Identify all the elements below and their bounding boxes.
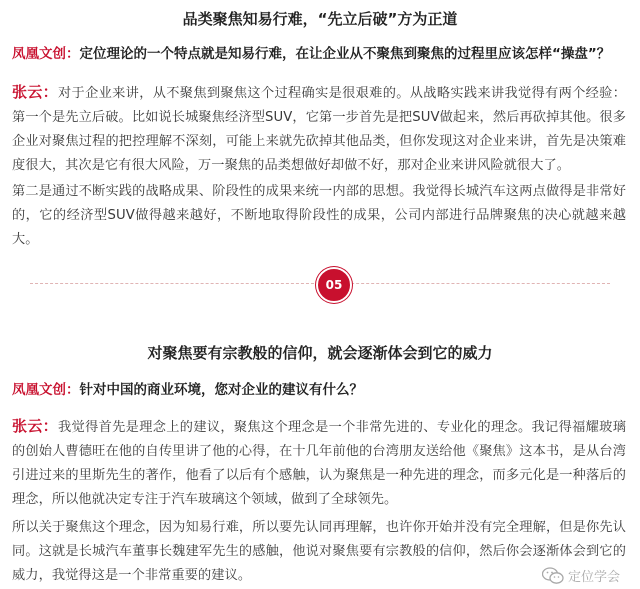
watermark [542, 566, 620, 585]
section-number-badge [318, 269, 350, 301]
section2-title: 对聚焦要有宗教般的信仰，就会逐渐体会到它的威力 [147, 344, 493, 362]
question-speaker: 凤凰文创： [12, 46, 80, 62]
answer-text: 对于企业来讲，从不聚焦到聚焦这个过程确实是很艰难的。从战略实践来讲我觉得有两个经验：第一个是先立后破。比如说长城聚焦经济型SUV，它第一步首先是把SUV做起来，然后再砍掉其他。很多企业对聚焦过程的把控理解不深刻，可能上来就先砍掉其他品类，但你发现这对企业来讲，首先是决策难度很大，其次是它有很大风险，万一聚焦的品类想做好却做不好，那对企业来讲风险就很大了。 [12, 86, 626, 173]
section1-answer-para2: 第二是通过不断实践的战略成果、阶段性的成果来统一内部的思想。我觉得长城汽车这两点做得是非常好的，它的经济型SUV做得越来越好，不断地取得阶段性的成果，公司内部进行品牌聚焦的决心就越来越大。 [12, 184, 626, 247]
question-text: 定位理论的一个特点就是知易行难，在让企业从不聚焦到聚焦的过程里应该怎样“操盘”？ [79, 46, 611, 62]
badge-number: 05 [318, 269, 350, 301]
section2-answer-para2: 所以关于聚焦这个理念，因为知易行难，所以要先认同再理解，也许你开始并没有完全理解，但是你先认同。这就是长城汽车董事长魏建军先生的感触，他说对聚焦要有宗教般的信仰，然后你会逐渐体会到它的威力，我觉得这是一个非常重要的建议。 [12, 520, 626, 583]
section1-question [12, 42, 626, 66]
section2-question [12, 378, 626, 402]
question-speaker: 凤凰文创： [12, 382, 80, 398]
watermark-text: 定位学会 [567, 570, 620, 585]
question-text: 针对中国的商业环境，您对企业的建议有什么？ [79, 382, 363, 398]
answer-speaker: 张云： [12, 83, 59, 101]
answer-text: 我觉得首先是理念上的建议，聚焦这个理念是一个非常先进的、专业化的理念。我记得福耀玻璃的创始人曹德旺在他的自传里讲了他的心得，在十几年前他的台湾朋友送给他《聚焦》这本书，是从台湾引进过来的里斯先生的著作，他看了以后有个感触，认为聚焦是一种先进的理念，而多元化是一种落后的理念，所以他就决定专注于汽车玻璃这个领域，做到了全球领先。 [12, 420, 626, 507]
answer-speaker: 张云： [12, 417, 59, 435]
section2-answer-para1 [12, 414, 626, 512]
section1-title: 品类聚焦知易行难，“先立后破”方为正道 [182, 10, 458, 28]
section1-answer-para1 [12, 80, 626, 178]
wechat-icon [542, 567, 564, 585]
